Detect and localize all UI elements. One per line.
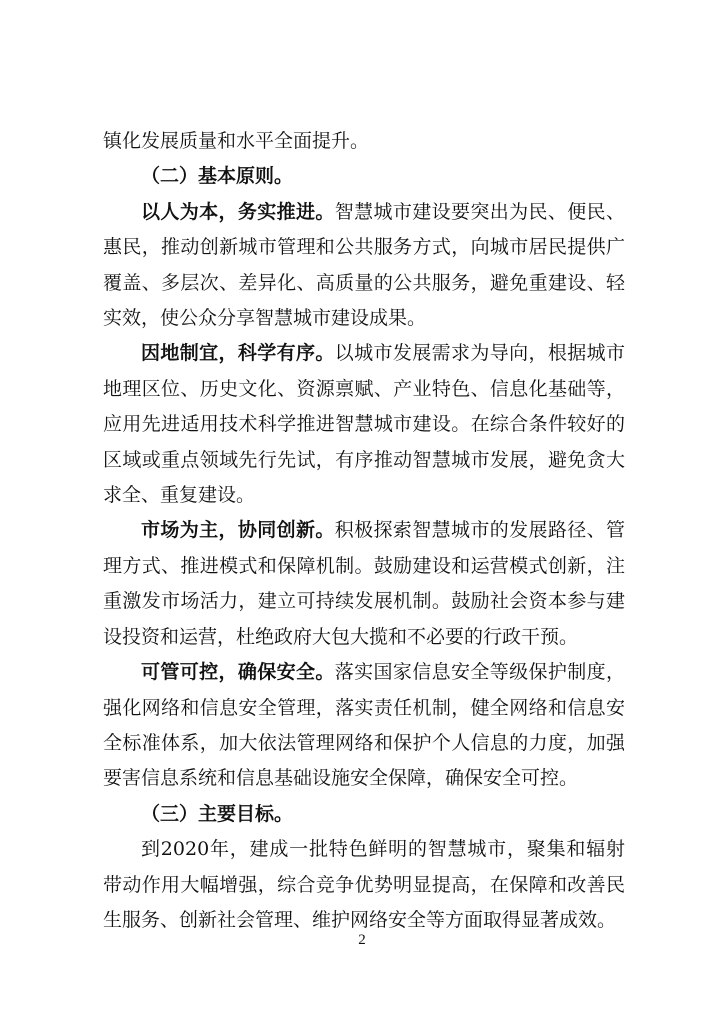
principle-lead: 因地制宜，科学有序。 [141,342,335,365]
section-heading-text: （二）基本原则。 [141,165,294,188]
principle-lead: 以人为本，务实推进。 [141,200,335,223]
page-number: 2 [358,932,366,948]
principle-market-led [103,513,625,655]
section-heading-main-goals [103,797,625,832]
section-heading-basic-principles [103,159,625,194]
principle-people-oriented [103,195,625,337]
document-body [103,124,625,938]
paragraph-continuation [103,124,625,159]
principle-text: 以城市发展需求为导向，根据城市地理区位、历史文化、资源禀赋、产业特色、信息化基础等，应用先进适用技术科学推进智慧城市建设。在综合条件较好的区域或重点领域先行先试，有序推动智慧城市发展，避免贪大求全、重复建设。 [103,342,625,507]
paragraph-text: 到2020年，建成一批特色鲜明的智慧城市，聚集和辐射带动作用大幅增强，综合竞争优势明显提高，在保障和改善民生服务、创新社会管理、维护网络安全等方面取得显著成效。 [103,838,625,931]
principle-text: 落实国家信息安全等级保护制度，强化网络和信息安全管理，落实责任机制，健全网络和信息安全标准体系，加大依法管理网络和保护个人信息的力度，加强要害信息系统和信息基础设施安全保障，确保安全可控。 [103,661,625,790]
principle-local-conditions [103,336,625,513]
section-heading-text: （三）主要目标。 [141,802,294,825]
goals-paragraph [103,832,625,938]
principle-security [103,655,625,797]
principle-text: 智慧城市建设要突出为民、便民、惠民，推动创新城市管理和公共服务方式，向城市居民提供广覆盖、多层次、差异化、高质量的公共服务，避免重建设、轻实效，使公众分享智慧城市建设成果。 [103,200,625,330]
principle-text: 积极探索智慧城市的发展路径、管理方式、推进模式和保障机制。鼓励建设和运营模式创新，注重激发市场活力，建立可持续发展机制。鼓励社会资本参与建设投资和运营，杜绝政府大包大揽和不必要的行政干预。 [103,519,625,648]
principle-lead: 市场为主，协同创新。 [141,519,335,542]
principle-lead: 可管可控，确保安全。 [141,661,335,684]
paragraph-text: 镇化发展质量和水平全面提升。 [103,130,370,152]
